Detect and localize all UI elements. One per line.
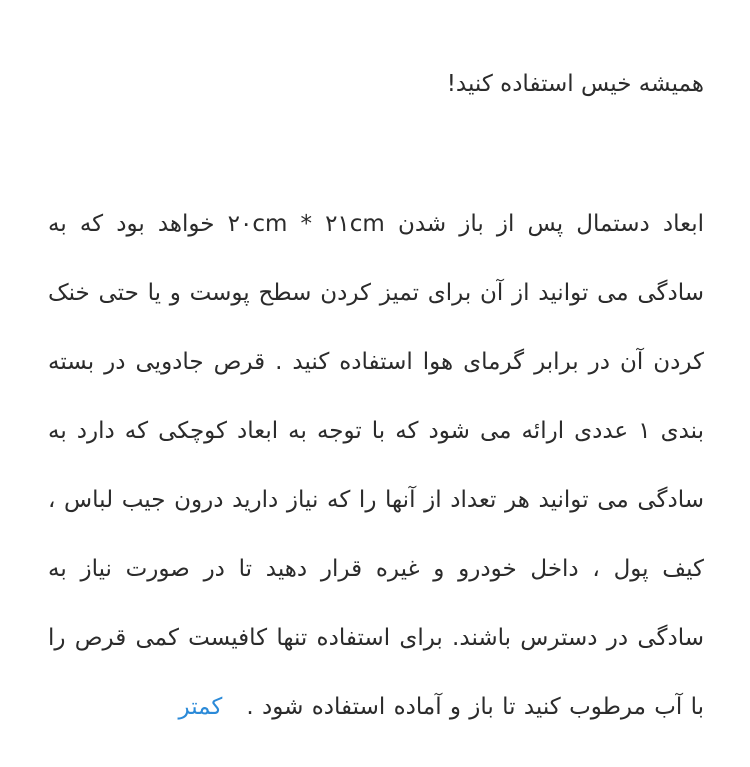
product-description-section (48, 62, 704, 742)
description-headline: همیشه خیس استفاده کنید! (446, 71, 704, 97)
show-less-link[interactable]: کمتر (178, 694, 223, 720)
description-paragraph (48, 190, 704, 742)
description-text: ابعاد دستمال پس از باز شدن ۲۰cm * ۲۱cm خواهد بود که به سادگی می توانید از آن برای تمیز کردن سطح پوست و یا حتی خنک کردن آن در برابر گرمای هوا استفاده کنید . قرص جادویی در بسته بندی ۱ عددی ارائه می شود که با توجه به ابعاد کوچکی که دارد به سادگی می توانید هر تعداد از آنها را که نیاز دارید درون جیب لباس ، کیف پول ، داخل خودرو و غیره قرار دهید تا در صورت نیاز به سادگی در دسترس باشند. برای استفاده تنها کافیست کمی قرص را با آب مرطوب کنید تا باز و آماده استفاده شود . (48, 211, 704, 720)
